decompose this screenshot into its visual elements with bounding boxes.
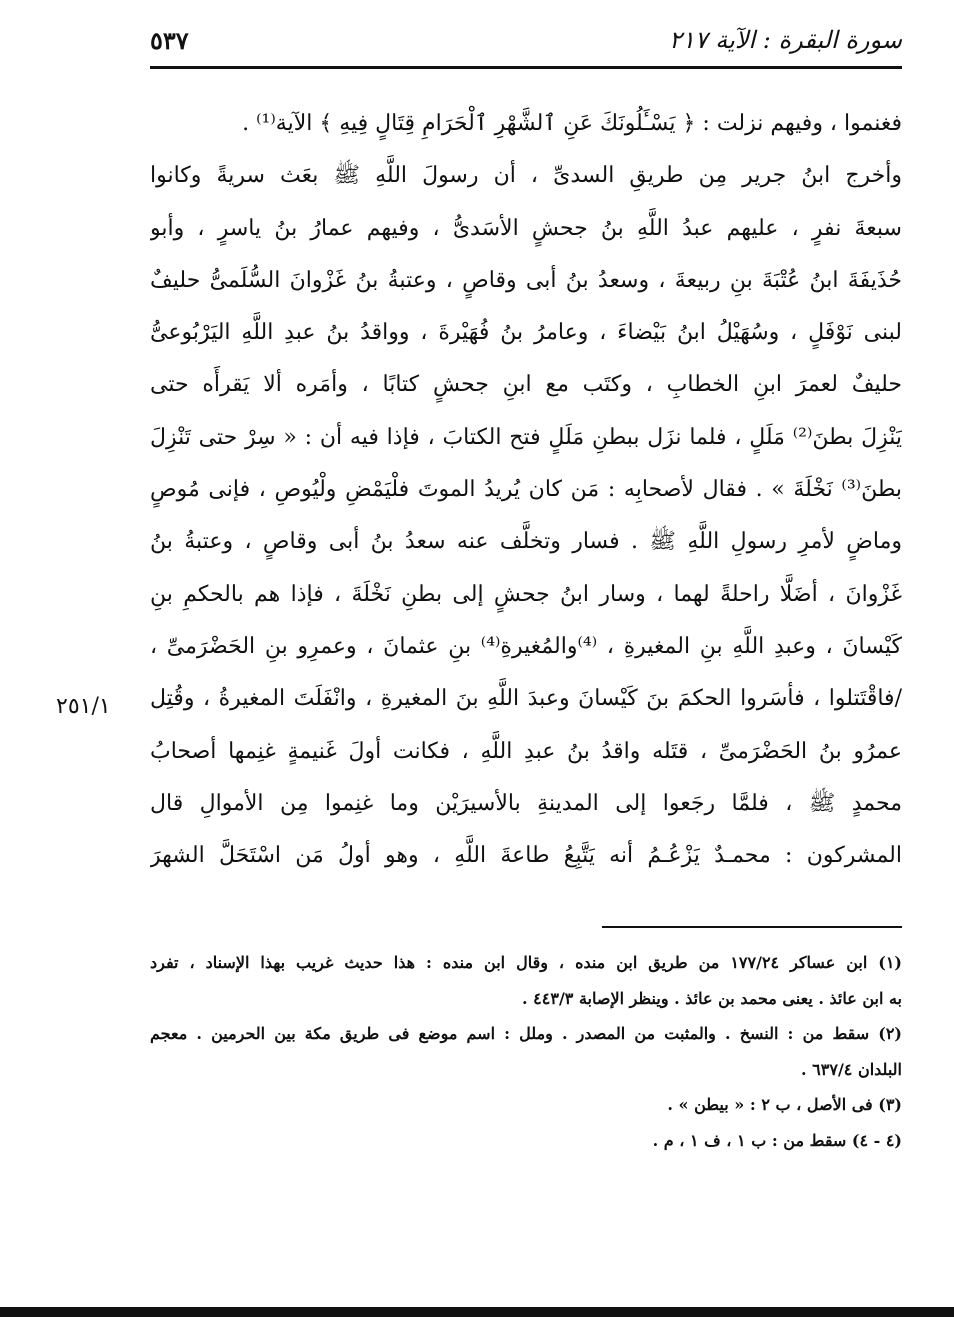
margin-volume-page-note: ٢٥١/١ bbox=[56, 694, 111, 719]
footnote-line: البلدان ٦٣٧/٤ . bbox=[801, 1059, 902, 1079]
text-line: فغنموا ، وفيهم نزلت : ﴿ يَسْـَٔلُونَكَ عَنِ ٱلشَّهْرِ ٱلْحَرَامِ قِتَالٍ فِيهِ ﴾ الآية⁽¹⁾ . bbox=[242, 111, 902, 136]
footnote-line: (١) ابن عساكر ١٧٧/٢٤ من طريق ابن منده ، وقال ابن منده : هذا حديث غريب بهذا الإسناد ، تفرد bbox=[150, 953, 902, 972]
page-header bbox=[150, 18, 902, 62]
scan-bottom-edge bbox=[0, 1307, 954, 1317]
footnote-line: به ابن عائذ . يعنى محمد بن عائذ . وينظر الإصابة ٤٤٣/٣ . bbox=[522, 988, 902, 1008]
page-number: ٥٣٧ bbox=[150, 25, 189, 55]
footnotes bbox=[150, 945, 902, 1158]
text-line: وأخرج ابنُ جرير مِن طريقِ السدىِّ ، أن رسولَ اللَّهِ ﷺ بعَث سريةً وكانوا bbox=[150, 163, 902, 189]
text-line: حليفٌ لعمرَ ابنِ الخطابِ ، وكتَب مع ابنِ جحشٍ كتابًا ، وأمَره ألا يَقرأَه حتى bbox=[150, 372, 902, 398]
text-line: المشركون : محمـدٌ يَزْعُـمُ أنه يَتَّبِعُ طاعةَ اللَّهِ ، وهو أولُ مَن اسْتَحَلَّ الشهرَ bbox=[150, 843, 902, 869]
running-title: سورة البقرة : الآية ٢١٧ bbox=[668, 26, 902, 54]
footnote-line: (٢) سقط من : النسخ . والمثبت من المصدر . وملل : اسم موضع فى طريق مكة بين الحرمين . معجم bbox=[150, 1024, 902, 1043]
text-line: غَزْوانَ ، أضَلَّا راحلةً لهما ، وسار ابنُ جحشٍ إلى بطنِ نَخْلَةَ ، فإذا هم بالحكمِ بنِ bbox=[150, 581, 902, 607]
text-line: وماضٍ لأمرِ رسولِ اللَّهِ ﷺ . فسار وتخلَّف عنه سعدُ بنُ أبى وقاصٍ ، وعتبةُ بنُ bbox=[150, 529, 902, 555]
text-line: بطنَ⁽³⁾ نَخْلَةَ » . فقال لأصحابِه : مَن كان يُريدُ الموتَ فلْيَمْضِ ولْيُوصِ ، فإنى مُوصٍ bbox=[150, 477, 902, 503]
footnote-line: (٤ - ٤) سقط من : ب ١ ، ف ١ ، م . bbox=[652, 1130, 902, 1150]
text-line: عمرُو بنُ الحَضْرَمىِّ ، قتَله واقدُ بنُ عبدِ اللَّهِ ، فكانت أولَ غَنيمةٍ غنِمها أصحابُ bbox=[150, 738, 902, 764]
footnote-line: (٣) فى الأصل ، ب ٢ : « بيطن » . bbox=[667, 1095, 902, 1114]
text-line: يَنْزِلَ بطنَ⁽²⁾ مَلَلٍ ، فلما نزَل ببطنِ مَلَلٍ فتح الكتابَ ، فإذا فيه أن : « سِرْ حتى تَنْزِلَ bbox=[150, 424, 902, 450]
text-line: محمدٍ ﷺ ، فلمَّا رجَعوا إلى المدينةِ بالأسيرَيْن وما غنِموا مِن الأموالِ قال bbox=[150, 790, 902, 816]
footnote-separator bbox=[602, 926, 902, 928]
text-line: سبعةَ نفرٍ ، عليهم عبدُ اللَّهِ بنُ جحشٍ الأسَدىُّ ، وفيهم عمارُ بنُ ياسرٍ ، وأبو bbox=[150, 215, 902, 241]
text-line: حُذَيفَةَ ابنُ عُتْبَةَ بنِ ربيعةَ ، وسعدُ بنُ أبى وقاصٍ ، وعتبةُ بنُ غَزْوانَ السُّلَمىُّ حليفٌ bbox=[150, 267, 902, 293]
text-line: كَيْسانَ ، وعبدِ اللَّهِ بنِ المغيرةِ ، ⁽⁴⁾والمُغيرةِ⁽⁴⁾ بنِ عثمانَ ، وعمرِو بنِ الحَضْرَمىِّ ، bbox=[150, 633, 902, 659]
text-line: /فاقْتَتلوا ، فأسَروا الحكمَ بنَ كَيْسانَ وعبدَ اللَّهِ بنَ المغيرةِ ، وانْفَلَتَ المغيرةُ ، وقُتِل bbox=[150, 686, 902, 712]
main-text bbox=[150, 98, 902, 882]
header-rule bbox=[150, 66, 902, 69]
text-line: لبنى نَوْفَلٍ ، وسُهَيْلُ ابنُ بَيْضاءَ ، وعامرُ بنُ فُهَيْرةَ ، وواقدُ بنُ عبدِ اللَّهِ اليَرْبُوعىُّ bbox=[150, 320, 902, 346]
